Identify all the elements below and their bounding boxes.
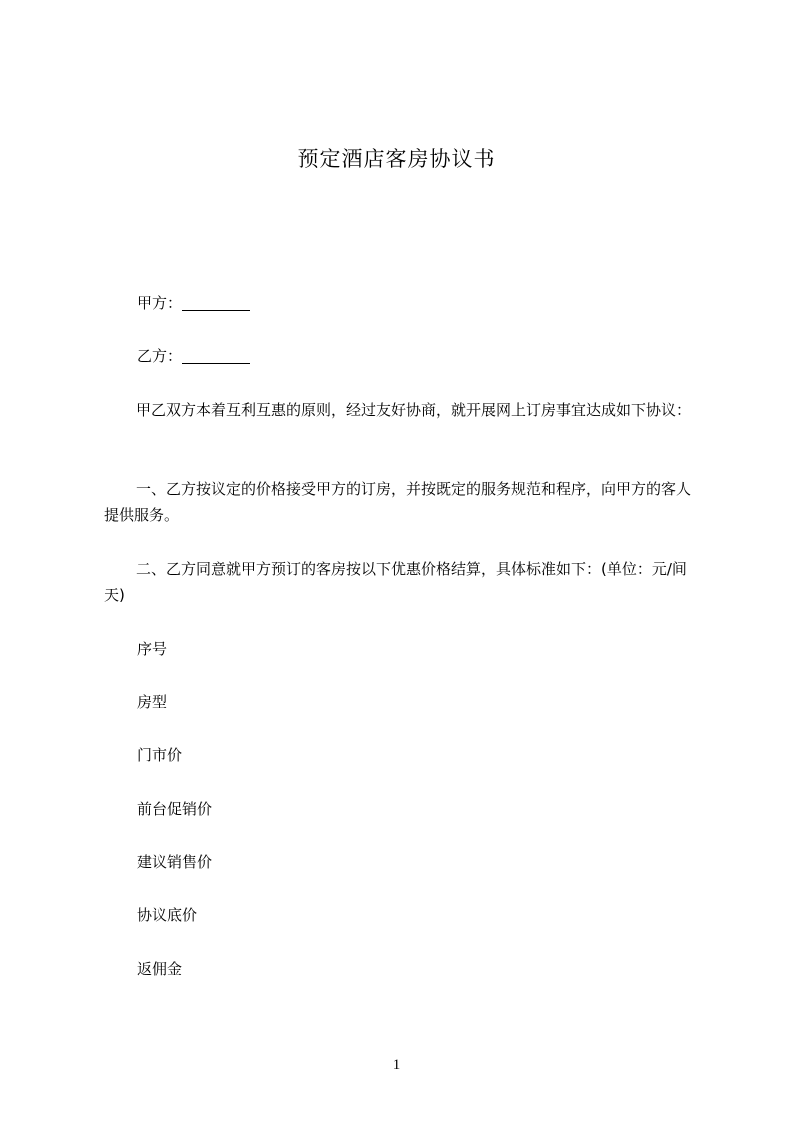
party-b-label: 乙方： [137, 347, 183, 365]
field-room-type: 房型 [137, 693, 168, 711]
page-number: 1 [392, 1057, 401, 1073]
document-title: 预定酒店客房协议书 [297, 147, 496, 171]
party-a-label: 甲方： [137, 294, 183, 312]
party-a-blank [182, 296, 250, 311]
intro-paragraph: 甲乙双方本着互利互惠的原则，经过友好协商，就开展网上订房事宜达成如下协议： [136, 401, 692, 419]
field-front-desk-promo-price: 前台促销价 [137, 800, 213, 818]
clause-two-paragraph: 二、乙方同意就甲方预订的客房按以下优惠价格结算，具体标准如下：(单位：元/间天) [104, 560, 687, 604]
field-serial-number: 序号 [137, 640, 168, 658]
field-agreement-base-price: 协议底价 [137, 906, 198, 924]
party-b-line [137, 345, 250, 366]
field-suggested-sale-price: 建议销售价 [137, 853, 213, 871]
field-commission: 返佣金 [137, 960, 183, 978]
party-b-blank [182, 349, 250, 364]
field-rack-rate: 门市价 [137, 746, 183, 764]
party-a-line [137, 292, 250, 313]
clause-one-paragraph: 一、乙方按议定的价格接受甲方的订房，并按既定的服务规范和程序，向甲方的客人提供服务。 [104, 480, 692, 524]
